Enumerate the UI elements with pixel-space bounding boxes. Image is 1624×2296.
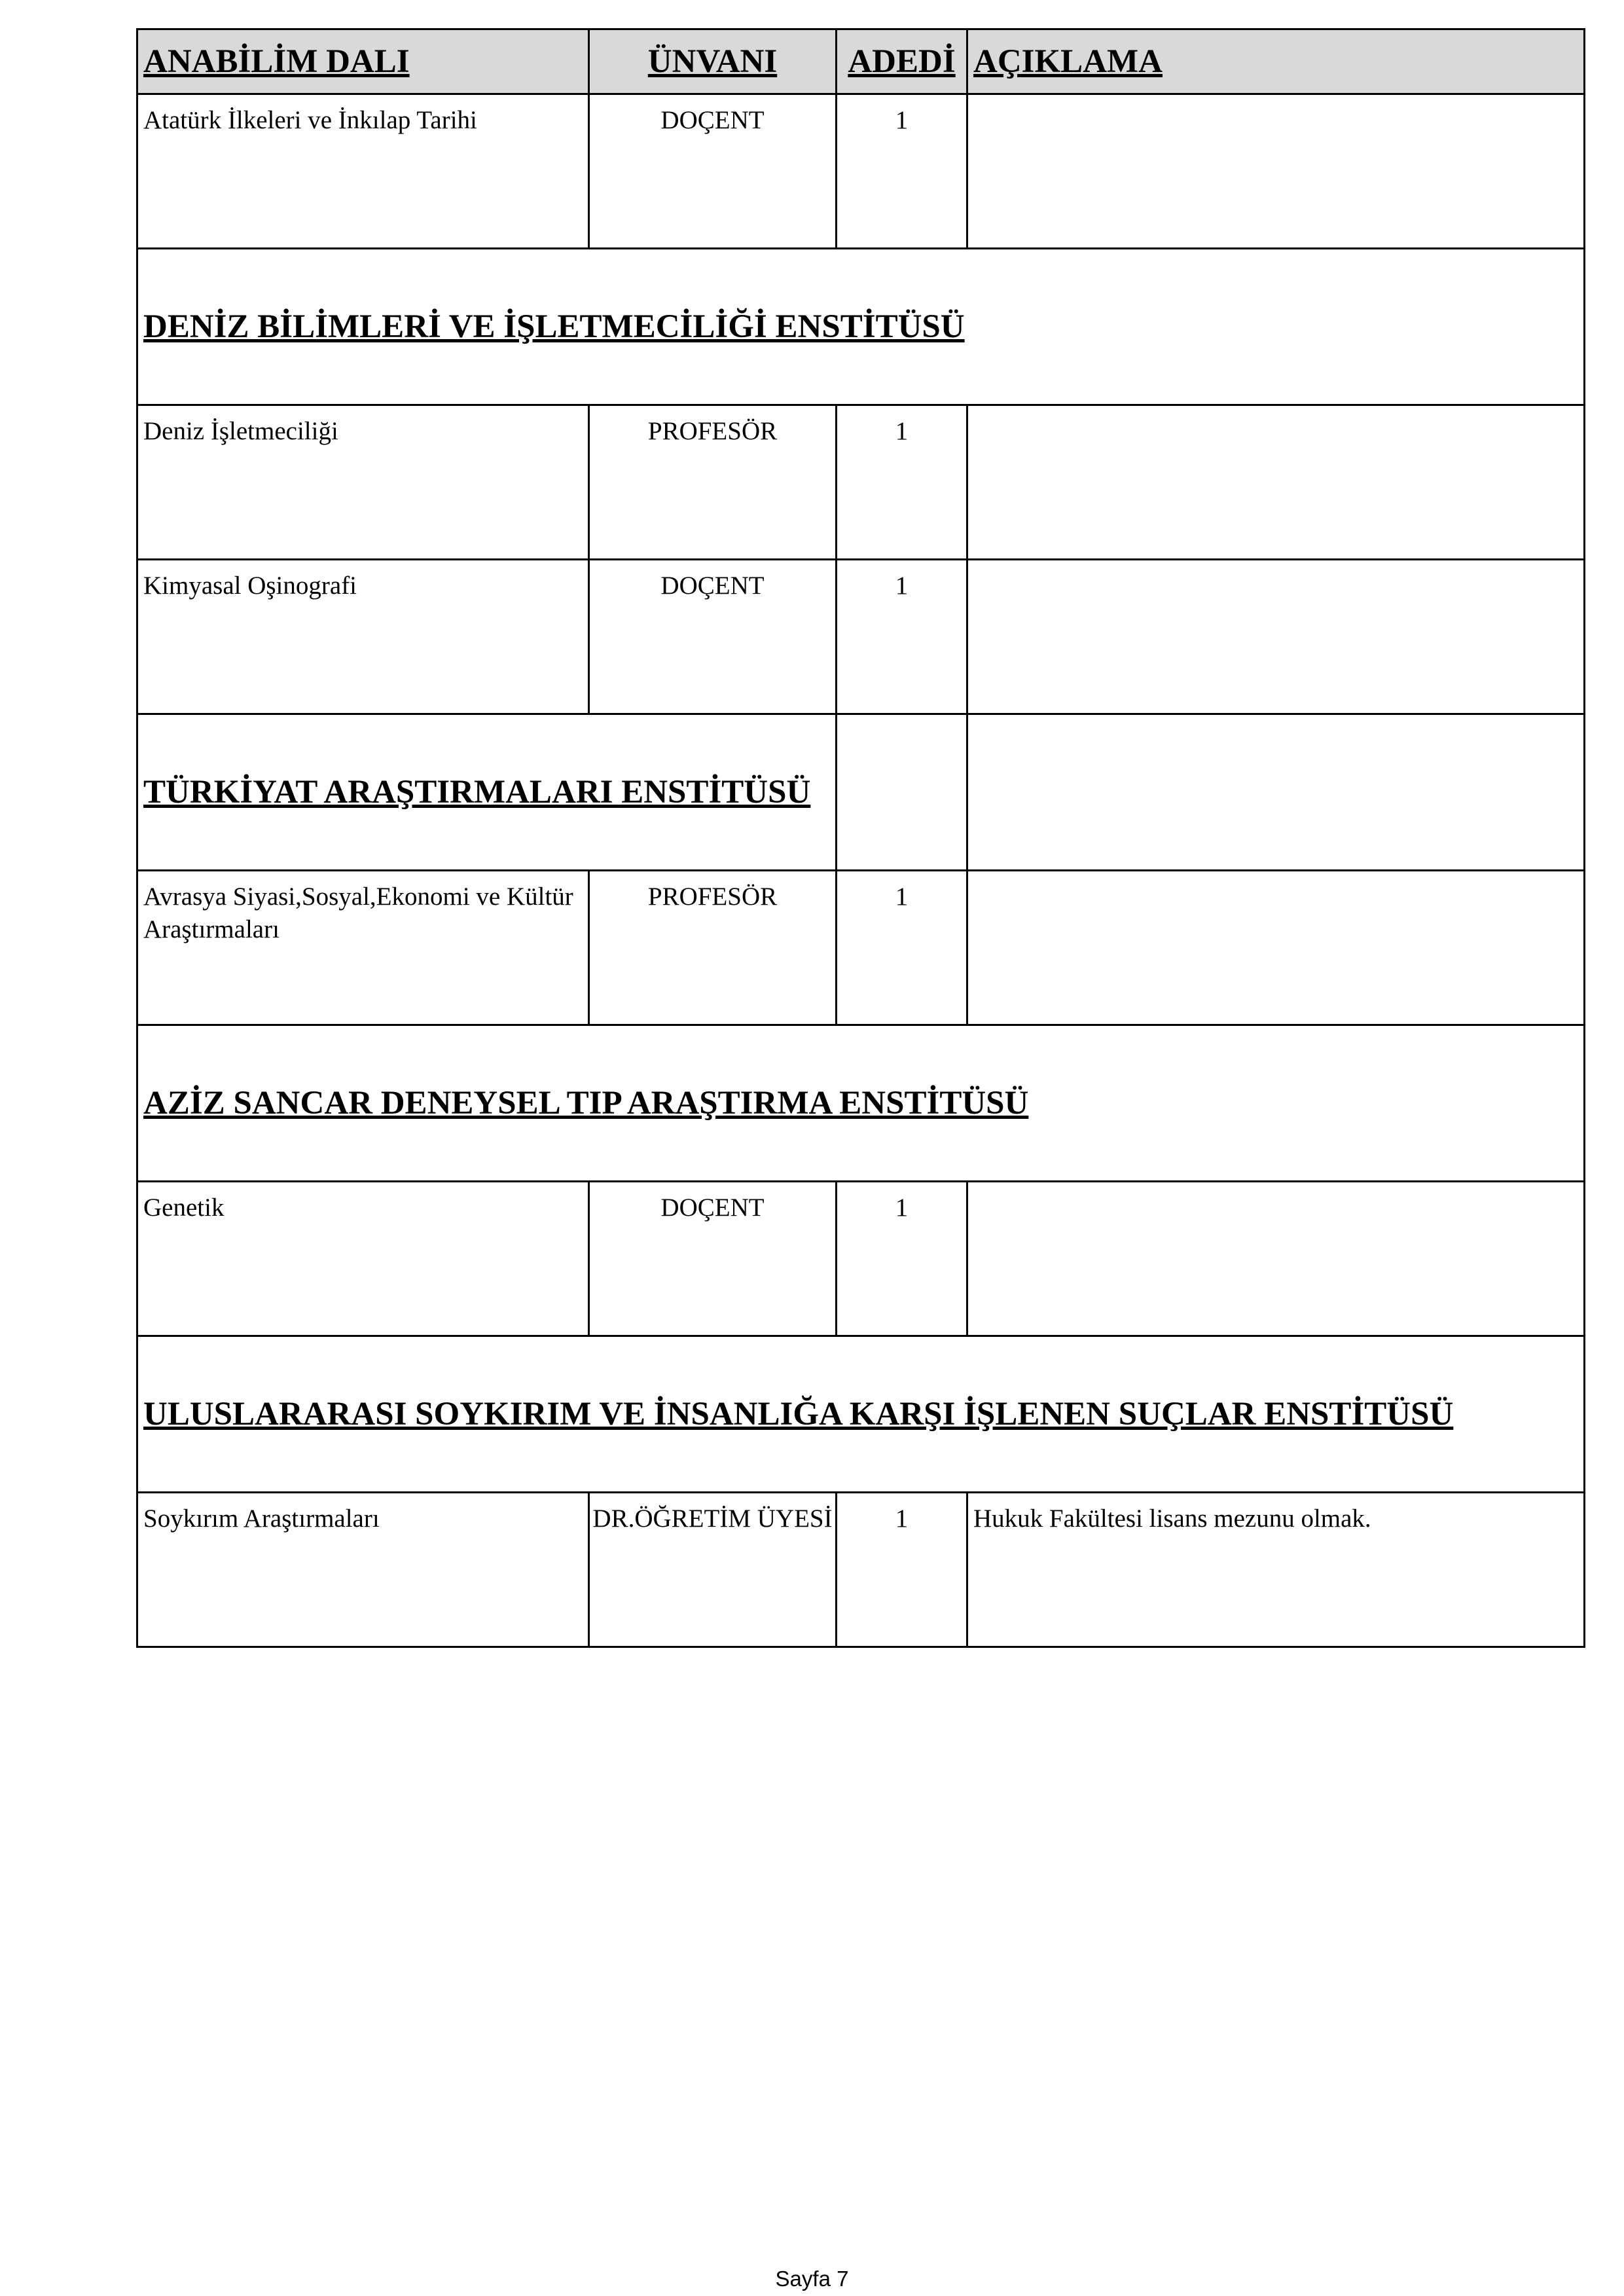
section-title-cell bbox=[137, 1025, 1585, 1182]
aciklama-cell bbox=[967, 94, 1585, 249]
section-header-row bbox=[137, 1025, 1585, 1182]
anabilim-cell: Avrasya Siyasi,Sosyal,Ekonomi ve Kültür Araştırmaları bbox=[137, 871, 589, 1025]
unvan-cell: PROFESÖR bbox=[589, 871, 837, 1025]
unvan-cell: DOÇENT bbox=[589, 560, 837, 714]
column-header-anabilim-dali: ANABİLİM DALI bbox=[137, 29, 589, 94]
adet-cell: 1 bbox=[837, 1182, 967, 1336]
unvan-cell: DR.ÖĞRETİM ÜYESİ bbox=[589, 1493, 837, 1647]
table-header-row bbox=[137, 29, 1585, 94]
section-header-row bbox=[137, 249, 1585, 405]
column-header-unvani: ÜNVANI bbox=[589, 29, 837, 94]
adet-cell: 1 bbox=[837, 1493, 967, 1647]
unvan-cell: PROFESÖR bbox=[589, 405, 837, 560]
anabilim-cell: Genetik bbox=[137, 1182, 589, 1336]
empty-cell bbox=[837, 714, 967, 871]
section-title: ULUSLARARASI SOYKIRIM VE İNSANLIĞA KARŞI İŞLENEN SUÇLAR ENSTİTÜSÜ bbox=[143, 1396, 1454, 1432]
column-header-adedi: ADEDİ bbox=[837, 29, 967, 94]
table-row bbox=[137, 1182, 1585, 1336]
table-row bbox=[137, 871, 1585, 1025]
aciklama-cell bbox=[967, 405, 1585, 560]
adet-cell: 1 bbox=[837, 94, 967, 249]
table-row bbox=[137, 1493, 1585, 1647]
aciklama-cell bbox=[967, 871, 1585, 1025]
table-row bbox=[137, 405, 1585, 560]
positions-table bbox=[136, 28, 1585, 1648]
section-title-cell bbox=[137, 1336, 1585, 1493]
table-row bbox=[137, 94, 1585, 249]
page-number: Sayfa 7 bbox=[775, 2267, 849, 2291]
section-title: TÜRKİYAT ARAŞTIRMALARI ENSTİTÜSÜ bbox=[143, 774, 811, 811]
section-title: DENİZ BİLİMLERİ VE İŞLETMECİLİĞİ ENSTİTÜSÜ bbox=[143, 308, 965, 345]
anabilim-cell: Kimyasal Oşinografi bbox=[137, 560, 589, 714]
adet-cell: 1 bbox=[837, 405, 967, 560]
staff-allocation-sheet bbox=[136, 28, 1583, 1648]
anabilim-cell: Deniz İşletmeciliği bbox=[137, 405, 589, 560]
unvan-cell: DOÇENT bbox=[589, 1182, 837, 1336]
section-title-cell bbox=[137, 714, 837, 871]
section-header-row bbox=[137, 714, 1585, 871]
aciklama-cell bbox=[967, 1182, 1585, 1336]
table-row bbox=[137, 560, 1585, 714]
section-header-row bbox=[137, 1336, 1585, 1493]
adet-cell: 1 bbox=[837, 560, 967, 714]
section-title: AZİZ SANCAR DENEYSEL TIP ARAŞTIRMA ENSTİTÜSÜ bbox=[143, 1085, 1029, 1121]
unvan-cell: DOÇENT bbox=[589, 94, 837, 249]
anabilim-cell: Atatürk İlkeleri ve İnkılap Tarihi bbox=[137, 94, 589, 249]
aciklama-cell bbox=[967, 560, 1585, 714]
column-header-aciklama: AÇIKLAMA bbox=[967, 29, 1585, 94]
aciklama-cell: Hukuk Fakültesi lisans mezunu olmak. bbox=[967, 1493, 1585, 1647]
section-title-cell bbox=[137, 249, 1585, 405]
adet-cell: 1 bbox=[837, 871, 967, 1025]
anabilim-cell: Soykırım Araştırmaları bbox=[137, 1493, 589, 1647]
empty-cell bbox=[967, 714, 1585, 871]
